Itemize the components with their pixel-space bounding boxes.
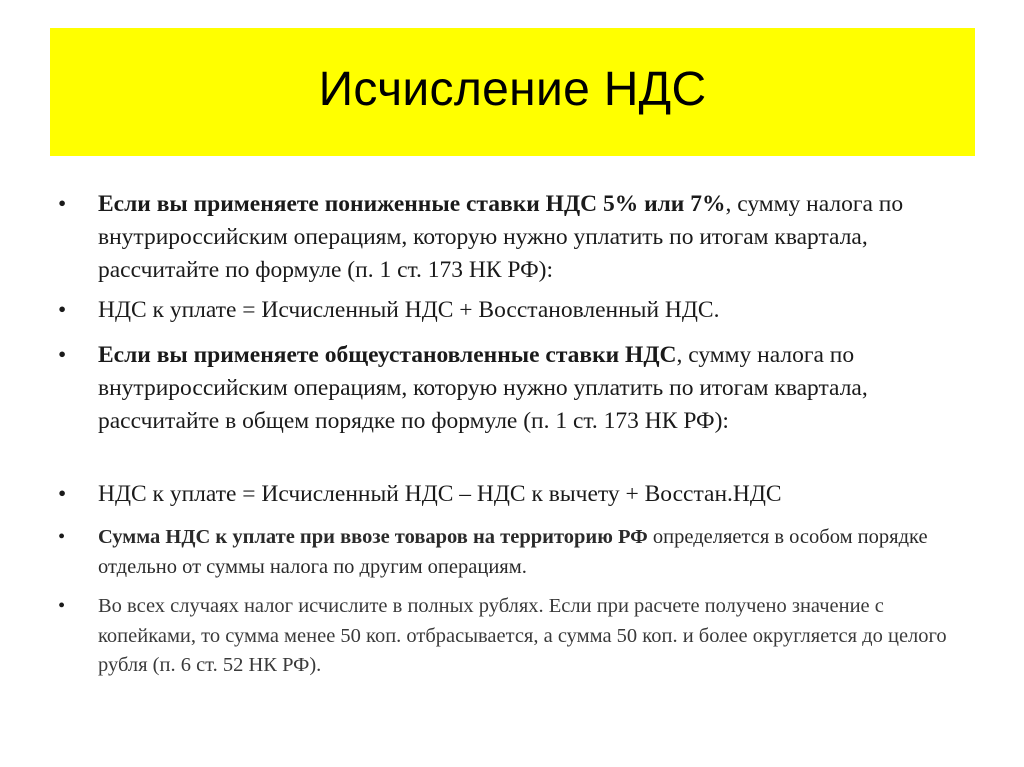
bullet-marker: • (58, 191, 67, 217)
bullet-rest-text: , сумму налога по внутрироссийским операциям, которую нужно уплатить по итогам квартала, рассчитайте в общем порядке по формуле (п. 1 ст. 173 НК РФ): (98, 342, 868, 434)
bullet-bold-text: Если вы применяете пониженные ставки НДС 5% или 7% (98, 191, 726, 217)
bullet-bold-text: Если вы применяете общеустановленные ставки НДС (98, 342, 677, 368)
bullet-marker: • (58, 595, 66, 617)
bullet-bold-text: Сумма НДС к уплате при ввозе товаров на территорию РФ (98, 526, 648, 548)
title-band (50, 28, 975, 156)
bullet-marker: • (58, 481, 67, 507)
bullet-rest-text: , сумму налога по внутрироссийским операциям, которую нужно уплатить по итогам квартала, рассчитайте по формуле (п. 1 ст. 173 НК РФ): (98, 191, 904, 283)
bullet-text (98, 523, 978, 582)
bullet-text: НДС к уплате = Исчисленный НДС – НДС к вычету + Восстан.НДС (98, 481, 782, 507)
bullet-marker: • (58, 342, 67, 368)
bullet-rest-text: определяется в особом порядке отдельно от суммы налога по другим операциям. (98, 526, 928, 578)
bullet-marker: • (58, 526, 66, 548)
slide-title: Исчисление НДС (318, 62, 707, 116)
bullet-text: Во всех случаях налог исчислите в полных рублях. Если при расчете получено значение с копейками, то сумма менее 50 коп. отбрасывается, а сумма 50 коп. и более округляется до целого рубля (п. 6 ст. 52 НК РФ). (98, 595, 947, 676)
bullet-text (98, 339, 978, 438)
bullet-marker: • (58, 297, 67, 323)
bullet-text: НДС к уплате = Исчисленный НДС + Восстановленный НДС. (98, 297, 720, 323)
bullet-text (98, 188, 978, 287)
